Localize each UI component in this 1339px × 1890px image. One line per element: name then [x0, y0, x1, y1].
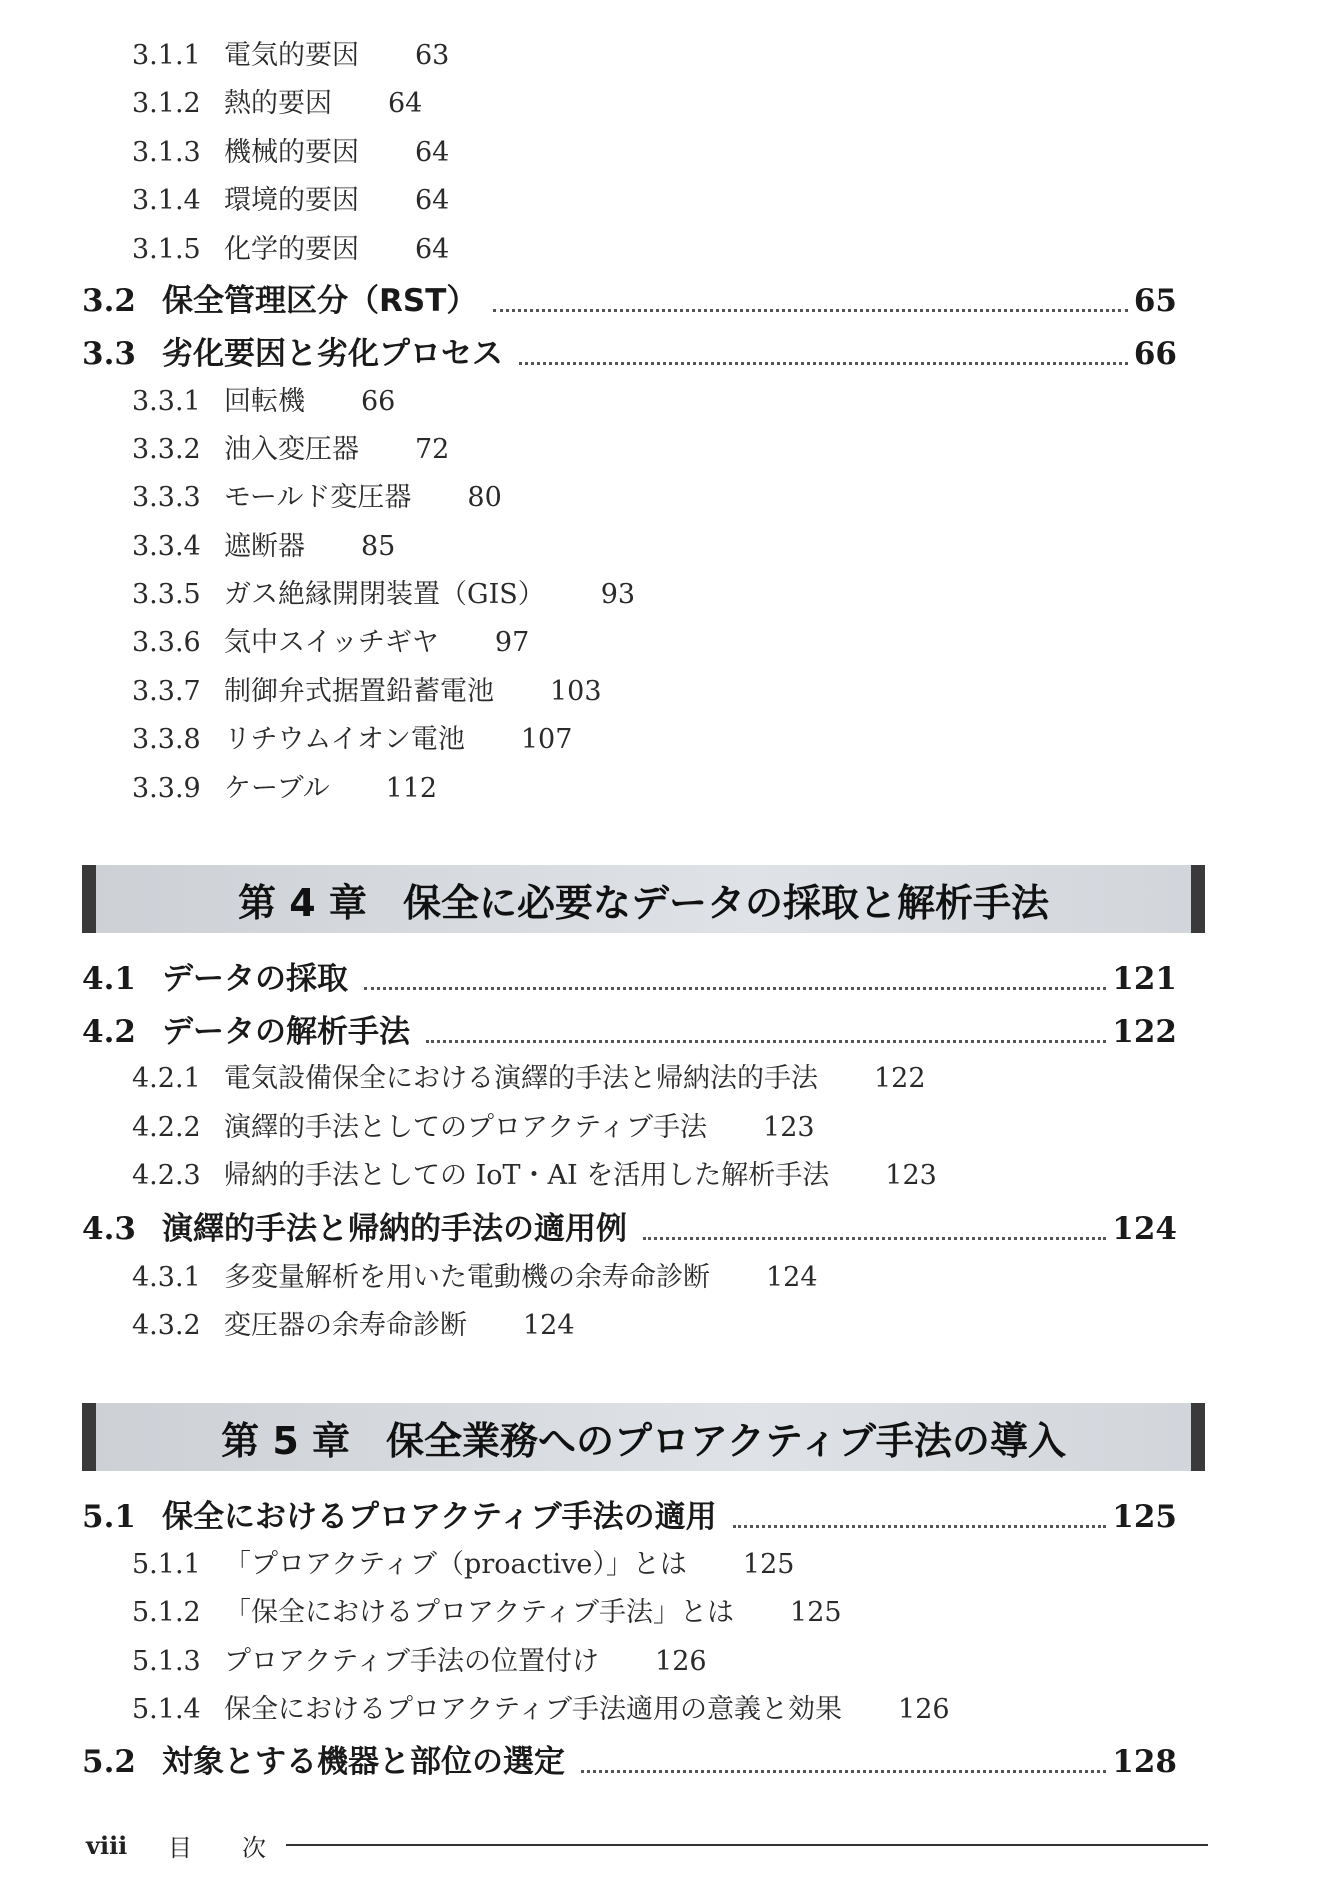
- entry-page: 64: [415, 234, 450, 265]
- entry-number: 3.3.6: [132, 627, 201, 658]
- entry-number: 4.3: [82, 1211, 136, 1247]
- entry-page: 66: [1133, 336, 1177, 372]
- entry-title: 回転機: [224, 386, 305, 417]
- entry-page: 103: [550, 676, 602, 707]
- entry-number: 3.3.3: [132, 482, 201, 513]
- entry-number: 4.3.2: [132, 1310, 201, 1341]
- entry-page: 126: [898, 1694, 950, 1725]
- toc-subsection: [132, 1302, 575, 1350]
- entry-title: 保全管理区分（RST）: [162, 283, 478, 319]
- entry-title: プロアクティブ手法の位置付け: [224, 1646, 600, 1677]
- entry-number: 4.2: [82, 1014, 136, 1050]
- entry-page: 125: [790, 1597, 842, 1628]
- entry-number: 3.3.2: [132, 434, 201, 465]
- entry-title: 油入変圧器: [224, 434, 359, 465]
- entry-number: 4.2.3: [132, 1160, 201, 1191]
- dot-leader: [426, 1034, 1106, 1043]
- entry-title: 保全におけるプロアクティブ手法の適用: [162, 1499, 717, 1535]
- toc-subsection: [132, 1541, 794, 1589]
- toc-subsection: [132, 129, 449, 177]
- entry-page: 128: [1112, 1744, 1177, 1780]
- entry-number: 5.1.4: [132, 1694, 201, 1725]
- entry-title: 「保全におけるプロアクティブ手法」とは: [224, 1597, 735, 1628]
- entry-title: 熱的要因: [224, 88, 332, 119]
- dot-leader: [519, 356, 1128, 365]
- entry-number: 3.3: [82, 336, 136, 372]
- entry-page: 64: [415, 185, 450, 216]
- page-folio: viii: [86, 1830, 128, 1860]
- entry-title: 演繹的手法としてのプロアクティブ手法: [224, 1112, 708, 1143]
- chapter-heading: [82, 1403, 1205, 1471]
- entry-title: 機械的要因: [224, 137, 359, 168]
- toc-subsection: [132, 571, 635, 619]
- entry-number: 3.3.7: [132, 676, 201, 707]
- toc-subsection: [132, 668, 602, 716]
- entry-title: 化学的要因: [224, 234, 359, 265]
- entry-number: 4.2.1: [132, 1063, 201, 1094]
- dot-leader: [581, 1764, 1106, 1773]
- entry-title: 環境的要因: [224, 185, 359, 216]
- entry-number: 5.1.1: [132, 1549, 201, 1580]
- entry-page: 65: [1133, 283, 1177, 319]
- entry-page: 125: [742, 1549, 795, 1580]
- toc-section: [82, 328, 1177, 380]
- chapter-title: 保全に必要なデータの採取と解析手法: [402, 880, 1049, 925]
- entry-number: 3.3.8: [132, 724, 201, 755]
- dot-leader: [493, 303, 1128, 312]
- entry-title: データの解析手法: [162, 1014, 410, 1050]
- entry-number: 3.3.9: [132, 773, 201, 804]
- entry-title: モールド変圧器: [224, 482, 412, 513]
- entry-title: 帰納的手法としての IoT・AI を活用した解析手法: [224, 1160, 830, 1191]
- entry-title: データの採取: [162, 961, 348, 997]
- toc-subsection: [132, 765, 437, 813]
- toc-subsection: [132, 1638, 707, 1686]
- toc-subsection: [132, 523, 395, 571]
- entry-number: 3.3.1: [132, 386, 201, 417]
- toc-section: [82, 275, 1177, 327]
- toc-subsection: [132, 474, 502, 522]
- dot-leader: [733, 1519, 1107, 1528]
- footer-rule: [286, 1844, 1208, 1846]
- entry-page: 126: [655, 1646, 707, 1677]
- entry-number: 5.2: [82, 1744, 136, 1780]
- entry-number: 3.1.4: [132, 185, 201, 216]
- entry-page: 123: [763, 1112, 815, 1143]
- toc-section: [82, 953, 1177, 1005]
- entry-title: 電気的要因: [224, 40, 359, 71]
- entry-title: 演繹的手法と帰納的手法の適用例: [162, 1211, 627, 1247]
- toc-section: [82, 1203, 1177, 1255]
- entry-title: 電気設備保全における演繹的手法と帰納法的手法: [224, 1063, 818, 1094]
- entry-title: 「プロアクティブ（proactive）」とは: [224, 1549, 687, 1580]
- chapter-title: 保全業務へのプロアクティブ手法の導入: [386, 1418, 1066, 1463]
- entry-page: 85: [361, 531, 396, 562]
- entry-page: 63: [415, 40, 450, 71]
- entry-title: 対象とする機器と部位の選定: [162, 1744, 565, 1780]
- toc-subsection: [132, 619, 529, 667]
- entry-number: 3.3.5: [132, 579, 201, 610]
- entry-page: 125: [1112, 1499, 1177, 1535]
- entry-number: 5.1: [82, 1499, 136, 1535]
- toc-subsection: [132, 1104, 815, 1152]
- entry-page: 97: [494, 627, 530, 658]
- page-footer: [86, 1825, 1208, 1865]
- entry-title: 気中スイッチギヤ: [224, 627, 439, 658]
- entry-page: 123: [885, 1160, 937, 1191]
- running-head: 目次: [168, 1833, 316, 1862]
- toc-section: [82, 1736, 1177, 1788]
- entry-number: 3.1.5: [132, 234, 201, 265]
- entry-title: 多変量解析を用いた電動機の余寿命診断: [224, 1262, 710, 1293]
- entry-page: 124: [766, 1262, 818, 1293]
- entry-page: 93: [600, 579, 636, 610]
- chapter-heading: [82, 865, 1205, 933]
- entry-title: 制御弁式据置鉛蓄電池: [224, 676, 494, 707]
- entry-title: 変圧器の余寿命診断: [224, 1310, 467, 1341]
- entry-page: 122: [874, 1063, 926, 1094]
- toc-subsection: [132, 1589, 842, 1637]
- entry-number: 5.1.3: [132, 1646, 201, 1677]
- entry-page: 124: [1112, 1211, 1177, 1247]
- entry-number: 3.1.3: [132, 137, 201, 168]
- entry-title: 保全におけるプロアクティブ手法適用の意義と効果: [224, 1694, 843, 1725]
- entry-page: 122: [1112, 1014, 1177, 1050]
- toc-subsection: [132, 378, 395, 426]
- toc-section: [82, 1006, 1177, 1058]
- entry-number: 3.3.4: [132, 531, 201, 562]
- toc-subsection: [132, 226, 449, 274]
- entry-page: 64: [415, 137, 450, 168]
- entry-title: ガス絶縁開閉装置（GIS）: [224, 579, 545, 610]
- entry-page: 66: [361, 386, 396, 417]
- entry-number: 4.2.2: [132, 1112, 201, 1143]
- toc-subsection: [132, 1686, 950, 1734]
- entry-number: 3.2: [82, 283, 136, 319]
- entry-title: ケーブル: [224, 773, 330, 804]
- entry-number: 3.1.1: [132, 40, 201, 71]
- entry-number: 4.1: [82, 961, 136, 997]
- entry-page: 124: [523, 1310, 575, 1341]
- entry-number: 3.1.2: [132, 88, 201, 119]
- dot-leader: [643, 1231, 1106, 1240]
- toc-subsection: [132, 1254, 818, 1302]
- toc-section: [82, 1491, 1177, 1543]
- toc-subsection: [132, 177, 449, 225]
- entry-title: 遮断器: [224, 531, 305, 562]
- entry-title: リチウムイオン電池: [224, 724, 465, 755]
- entry-page: 107: [520, 724, 573, 755]
- entry-page: 112: [385, 773, 438, 804]
- entry-page: 72: [415, 434, 450, 465]
- chapter-label: 第 4 章: [238, 880, 367, 925]
- toc-subsection: [132, 1152, 937, 1200]
- toc-subsection: [132, 426, 449, 474]
- entry-page: 80: [467, 482, 502, 513]
- toc-subsection: [132, 80, 422, 128]
- toc-subsection: [132, 1055, 926, 1103]
- chapter-label: 第 5 章: [221, 1418, 351, 1463]
- entry-title: 劣化要因と劣化プロセス: [162, 336, 503, 372]
- entry-number: 5.1.2: [132, 1597, 201, 1628]
- entry-page: 121: [1112, 961, 1177, 997]
- toc-subsection: [132, 716, 572, 764]
- toc-subsection: [132, 32, 449, 80]
- dot-leader: [364, 981, 1106, 990]
- entry-page: 64: [388, 88, 423, 119]
- entry-number: 4.3.1: [132, 1262, 201, 1293]
